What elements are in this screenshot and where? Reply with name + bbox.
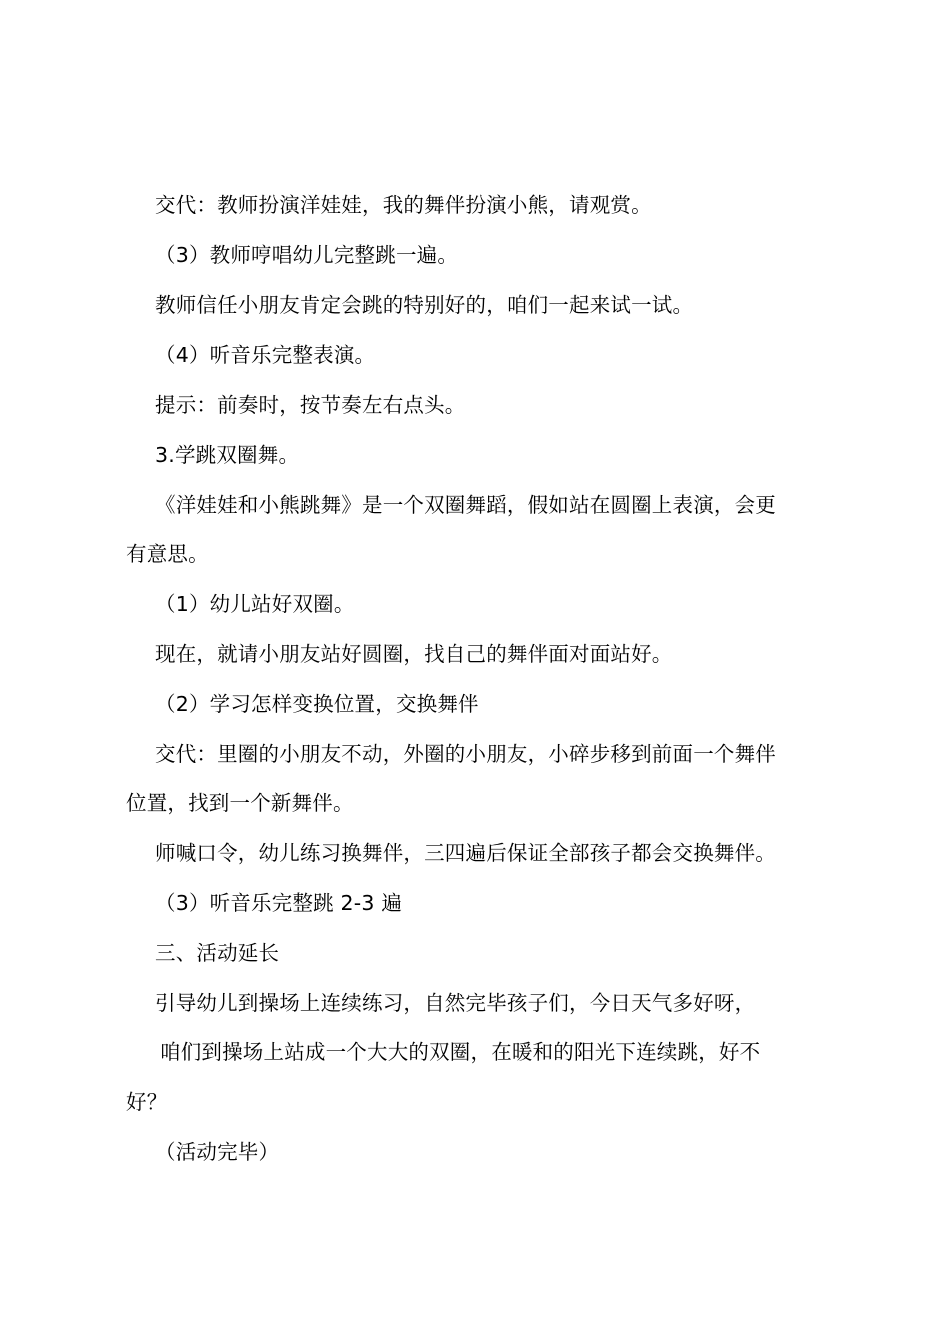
paragraph-line: （活动完毕） (155, 1140, 280, 1164)
paragraph-line: （2）学习怎样变换位置，交换舞伴 (155, 692, 479, 716)
paragraph-line: （4）听音乐完整表演。 (155, 343, 376, 367)
paragraph-line: 师喊口令，幼儿练习换舞伴，三四遍后保证全部孩子都会交换舞伴。 (155, 841, 776, 865)
paragraph-line: 位置，找到一个新舞伴。 (126, 791, 354, 815)
paragraph-line: 提示：前奏时，按节奏左右点头。 (155, 393, 466, 417)
section-heading: 三、活动延长 (155, 941, 280, 965)
paragraph-line: 交代：里圈的小朋友不动，外圈的小朋友，小碎步移到前面一个舞伴 (155, 742, 776, 766)
paragraph-line: 现在，就请小朋友站好圆圈，找自己的舞伴面对面站好。 (155, 642, 673, 666)
paragraph-line: （3）听音乐完整跳 2-3 遍 (155, 891, 403, 915)
paragraph-line: （1）幼儿站好双圈。 (155, 592, 355, 616)
paragraph-line: （3）教师哼唱幼儿完整跳一遍。 (155, 243, 459, 267)
paragraph-line: 有意思。 (126, 542, 209, 566)
paragraph-line: 咱们到操场上站成一个大大的双圈，在暖和的阳光下连续跳，好不 (160, 1040, 761, 1064)
paragraph-line: 好？ (126, 1090, 168, 1114)
paragraph-line: 教师信任小朋友肯定会跳的特别好的，咱们一起来试一试。 (155, 293, 694, 317)
paragraph-line: 《洋娃娃和小熊跳舞》是一个双圈舞蹈，假如站在圆圈上表演，会更 (155, 493, 776, 517)
section-heading: 3.学跳双圈舞。 (155, 443, 300, 467)
paragraph-line: 引导幼儿到操场上连续练习，自然完毕孩子们，今日天气多好呀， (155, 991, 756, 1015)
paragraph-line: 交代：教师扮演洋娃娃，我的舞伴扮演小熊，请观赏。 (155, 193, 652, 217)
